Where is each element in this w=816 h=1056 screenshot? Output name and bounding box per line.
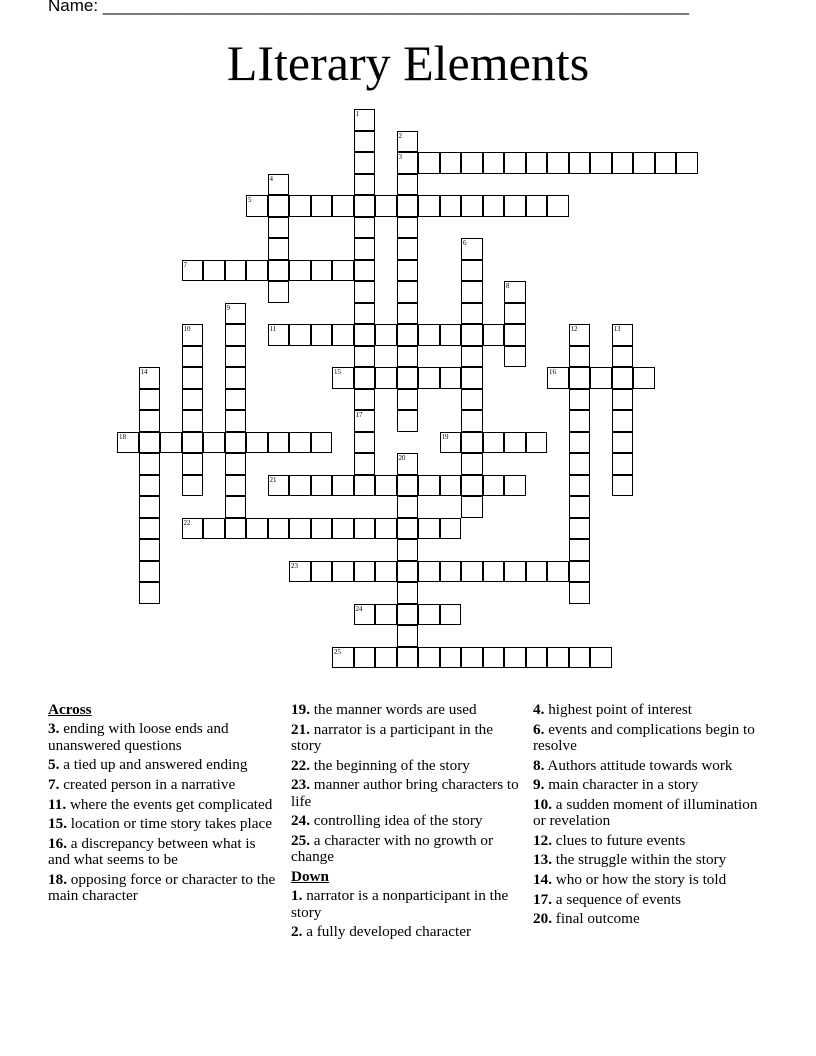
clue-column-3 — [533, 702, 765, 931]
clue-number: 16 — [549, 368, 556, 376]
grid-cell[interactable] — [461, 647, 483, 669]
clue-down-17: 17. a sequence of events — [533, 890, 682, 908]
grid-cell[interactable] — [203, 432, 225, 454]
grid-cell[interactable] — [569, 410, 591, 432]
grid-cell[interactable] — [375, 647, 397, 669]
grid-cell[interactable] — [483, 152, 505, 174]
clue-number: 3 — [398, 153, 402, 161]
grid-cell[interactable] — [418, 367, 440, 389]
clue-down-12: 12. clues to future events — [533, 831, 686, 849]
grid-cell[interactable] — [354, 324, 376, 346]
grid-cell[interactable] — [418, 195, 440, 217]
grid-cell[interactable] — [397, 131, 419, 153]
grid-cell[interactable] — [504, 346, 526, 368]
grid-cell[interactable] — [268, 195, 290, 217]
grid-cell[interactable] — [354, 389, 376, 411]
clue-down-9: 9. main character in a story — [533, 776, 699, 794]
grid-cell[interactable] — [289, 195, 311, 217]
grid-cell[interactable] — [397, 561, 419, 583]
grid-cell[interactable] — [461, 324, 483, 346]
grid-cell[interactable] — [569, 582, 591, 604]
grid-cell[interactable] — [354, 260, 376, 282]
grid-cell[interactable] — [139, 410, 161, 432]
clue-across-19: 19. the manner words are used — [291, 701, 477, 718]
grid-cell[interactable] — [375, 195, 397, 217]
grid-cell[interactable] — [461, 561, 483, 583]
grid-cell[interactable] — [397, 174, 419, 196]
clue-number: 10 — [183, 325, 191, 333]
clue-column-2 — [291, 702, 523, 944]
grid-cell[interactable] — [397, 260, 419, 282]
grid-cell[interactable] — [354, 238, 376, 260]
grid-cell[interactable] — [547, 195, 569, 217]
grid-cell[interactable] — [440, 518, 462, 540]
clue-down-10: 10. a sudden moment of illumination or revelation — [533, 795, 758, 830]
grid-cell[interactable] — [375, 604, 397, 626]
grid-cell[interactable] — [332, 367, 354, 389]
grid-cell[interactable] — [311, 195, 333, 217]
grid-cell[interactable] — [397, 324, 419, 346]
grid-cell[interactable] — [590, 647, 612, 669]
grid-cell[interactable] — [225, 303, 247, 325]
grid-cell[interactable] — [440, 561, 462, 583]
grid-cell[interactable] — [504, 324, 526, 346]
grid-cell[interactable] — [182, 367, 204, 389]
grid-cell[interactable] — [461, 281, 483, 303]
grid-cell[interactable] — [139, 432, 161, 454]
grid-cell[interactable] — [569, 475, 591, 497]
grid-cell[interactable] — [461, 303, 483, 325]
grid-cell[interactable] — [311, 475, 333, 497]
grid-cell[interactable] — [612, 324, 634, 346]
grid-cell[interactable] — [332, 561, 354, 583]
grid-cell[interactable] — [612, 410, 634, 432]
grid-cell[interactable] — [483, 432, 505, 454]
grid-cell[interactable] — [268, 475, 290, 497]
grid-cell[interactable] — [139, 453, 161, 475]
grid-cell[interactable] — [483, 324, 505, 346]
grid-cell[interactable] — [139, 496, 161, 518]
grid-cell[interactable] — [526, 432, 548, 454]
clue-number: 13 — [613, 325, 621, 333]
grid-cell[interactable] — [461, 410, 483, 432]
grid-cell[interactable] — [117, 432, 139, 454]
clue-down-4: 4. highest point of interest — [533, 701, 693, 718]
grid-cell[interactable] — [354, 475, 376, 497]
grid-cell[interactable] — [225, 453, 247, 475]
grid-cell[interactable] — [332, 518, 354, 540]
clue-number: 1 — [355, 110, 359, 118]
grid-cell[interactable] — [246, 432, 268, 454]
grid-cell[interactable] — [633, 152, 655, 174]
grid-cell[interactable] — [182, 518, 204, 540]
grid-cell[interactable] — [612, 389, 634, 411]
clue-number: 7 — [183, 260, 187, 269]
grid-cell[interactable] — [139, 518, 161, 540]
grid-cell[interactable] — [397, 518, 419, 540]
clue-across-25: 25. a character with no growth or change — [291, 831, 494, 866]
clue-down-14: 14. who or how the story is told — [533, 870, 727, 888]
grid-cell[interactable] — [504, 152, 526, 174]
grid-cell[interactable] — [569, 324, 591, 346]
clue-across-21: 21. narrator is a participant in the story — [291, 720, 494, 754]
grid-cell[interactable] — [375, 367, 397, 389]
grid-cell[interactable] — [289, 518, 311, 540]
grid-cell[interactable] — [375, 324, 397, 346]
grid-cell[interactable] — [246, 518, 268, 540]
clue-down-20: 20. final outcome — [533, 910, 640, 928]
grid-cell[interactable] — [397, 604, 419, 626]
grid-cell[interactable] — [311, 260, 333, 282]
grid-cell[interactable] — [332, 195, 354, 217]
grid-cell[interactable] — [526, 561, 548, 583]
grid-cell[interactable] — [332, 324, 354, 346]
grid-cell[interactable] — [526, 195, 548, 217]
grid-cell[interactable] — [182, 389, 204, 411]
grid-cell[interactable] — [397, 281, 419, 303]
grid-cell[interactable] — [397, 539, 419, 561]
grid-cell[interactable] — [397, 217, 419, 239]
grid-cell[interactable] — [461, 453, 483, 475]
grid-cell[interactable] — [440, 324, 462, 346]
grid-cell[interactable] — [268, 238, 290, 260]
grid-cell[interactable] — [397, 367, 419, 389]
grid-cell[interactable] — [311, 432, 333, 454]
grid-cell[interactable] — [139, 582, 161, 604]
grid-cell[interactable] — [182, 324, 204, 346]
grid-cell[interactable] — [461, 496, 483, 518]
grid-cell[interactable] — [139, 389, 161, 411]
grid-cell[interactable] — [139, 539, 161, 561]
grid-cell[interactable] — [569, 346, 591, 368]
grid-cell[interactable] — [504, 195, 526, 217]
grid-cell[interactable] — [612, 432, 634, 454]
grid-cell[interactable] — [203, 260, 225, 282]
grid-cell[interactable] — [225, 475, 247, 497]
grid-cell[interactable] — [569, 389, 591, 411]
grid-cell[interactable] — [504, 561, 526, 583]
grid-cell[interactable] — [354, 410, 376, 432]
grid-cell[interactable] — [203, 518, 225, 540]
grid-cell[interactable] — [354, 346, 376, 368]
grid-cell[interactable] — [547, 561, 569, 583]
clue-number: 2 — [398, 131, 402, 140]
clue-number: 11 — [269, 325, 277, 333]
grid-cell[interactable] — [461, 152, 483, 174]
grid-cell[interactable] — [268, 281, 290, 303]
clue-number: 21 — [269, 475, 277, 484]
grid-cell[interactable] — [289, 432, 311, 454]
grid-cell[interactable] — [397, 238, 419, 260]
clue-number: 12 — [570, 325, 578, 333]
grid-cell[interactable] — [526, 152, 548, 174]
grid-cell[interactable] — [547, 367, 569, 389]
grid-cell[interactable] — [354, 647, 376, 669]
grid-cell[interactable] — [397, 453, 419, 475]
clue-number: 6 — [463, 239, 467, 247]
grid-cell[interactable] — [569, 152, 591, 174]
grid-cell[interactable] — [547, 152, 569, 174]
grid-cell[interactable] — [225, 432, 247, 454]
grid-cell[interactable] — [461, 475, 483, 497]
grid-cell[interactable] — [461, 389, 483, 411]
grid-cell[interactable] — [569, 539, 591, 561]
grid-cell[interactable] — [246, 260, 268, 282]
grid-cell[interactable] — [418, 475, 440, 497]
grid-cell[interactable] — [332, 260, 354, 282]
grid-cell[interactable] — [440, 647, 462, 669]
grid-cell[interactable] — [311, 518, 333, 540]
grid-cell[interactable] — [655, 152, 677, 174]
clue-number: 23 — [291, 561, 298, 570]
grid-cell[interactable] — [676, 152, 698, 174]
page-title: LIterary Elements — [226, 35, 590, 91]
grid-cell[interactable] — [289, 324, 311, 346]
grid-cell[interactable] — [354, 174, 376, 196]
clue-number: 22 — [183, 518, 191, 527]
grid-cell[interactable] — [461, 195, 483, 217]
grid-cell[interactable] — [590, 152, 612, 174]
grid-cell[interactable] — [440, 195, 462, 217]
grid-cell[interactable] — [354, 303, 376, 325]
grid-cell[interactable] — [225, 346, 247, 368]
grid-cell[interactable] — [397, 496, 419, 518]
grid-cell[interactable] — [504, 281, 526, 303]
clue-across-5: 5. a tied up and answered ending — [48, 756, 248, 774]
grid-cell[interactable] — [182, 432, 204, 454]
clue-number: 24 — [355, 604, 363, 613]
grid-cell[interactable] — [612, 475, 634, 497]
grid-cell[interactable] — [225, 324, 247, 346]
grid-cell[interactable] — [225, 410, 247, 432]
grid-cell[interactable] — [504, 303, 526, 325]
grid-cell[interactable] — [354, 217, 376, 239]
grid-cell[interactable] — [182, 475, 204, 497]
clue-across-18: 18. opposing force or character to the main character — [48, 870, 276, 905]
grid-cell[interactable] — [461, 238, 483, 260]
grid-cell[interactable] — [354, 561, 376, 583]
grid-cell[interactable] — [440, 432, 462, 454]
grid-cell[interactable] — [569, 561, 591, 583]
grid-cell[interactable] — [418, 604, 440, 626]
clue-across-16: 16. a discrepancy between what is and what seems to be — [48, 834, 256, 869]
grid-cell[interactable] — [225, 260, 247, 282]
grid-cell[interactable] — [397, 475, 419, 497]
grid-cell[interactable] — [461, 367, 483, 389]
grid-cell[interactable] — [354, 432, 376, 454]
grid-cell[interactable] — [397, 389, 419, 411]
clue-down-2: 2. a fully developed character — [291, 923, 472, 941]
grid-cell[interactable] — [418, 518, 440, 540]
grid-cell[interactable] — [289, 561, 311, 583]
clue-number: 5 — [248, 196, 252, 204]
grid-cell[interactable] — [483, 195, 505, 217]
clue-across-22: 22. the beginning of the story — [291, 756, 470, 774]
clue-number: 4 — [269, 174, 273, 183]
grid-cell[interactable] — [569, 647, 591, 669]
grid-cell[interactable] — [289, 260, 311, 282]
grid-cell[interactable] — [268, 518, 290, 540]
grid-cell[interactable] — [332, 475, 354, 497]
grid-cell[interactable] — [418, 324, 440, 346]
grid-cell[interactable] — [590, 367, 612, 389]
grid-cell[interactable] — [397, 410, 419, 432]
clue-number: 18 — [119, 432, 126, 441]
grid-cell[interactable] — [354, 604, 376, 626]
grid-cell[interactable] — [182, 346, 204, 368]
grid-cell[interactable] — [268, 217, 290, 239]
grid-cell[interactable] — [504, 647, 526, 669]
clue-number: 9 — [226, 303, 230, 312]
grid-cell[interactable] — [311, 324, 333, 346]
grid-cell[interactable] — [375, 561, 397, 583]
clue-across-24: 24. controlling idea of the story — [291, 812, 483, 830]
grid-cell[interactable] — [397, 582, 419, 604]
name-line[interactable]: Name: ______________________________________________________________ — [48, 0, 689, 15]
grid-cell[interactable] — [483, 561, 505, 583]
across-heading: Across — [48, 701, 92, 718]
clue-across-15: 15. location or time story takes place — [48, 815, 272, 833]
clue-down-6: 6. events and complications begin to resolve — [533, 720, 755, 754]
grid-cell[interactable] — [397, 303, 419, 325]
grid-cell[interactable] — [397, 625, 419, 647]
grid-cell[interactable] — [418, 152, 440, 174]
grid-cell[interactable] — [311, 561, 333, 583]
grid-cell[interactable] — [440, 152, 462, 174]
grid-cell[interactable] — [268, 174, 290, 196]
grid-cell[interactable] — [612, 346, 634, 368]
clue-down-8: 8. Authors attitude towards work — [533, 756, 733, 774]
grid-cell[interactable] — [268, 260, 290, 282]
grid-cell[interactable] — [225, 367, 247, 389]
grid-cell[interactable] — [139, 367, 161, 389]
grid-cell[interactable] — [268, 432, 290, 454]
grid-cell[interactable] — [354, 367, 376, 389]
grid-cell[interactable] — [569, 496, 591, 518]
grid-cell[interactable] — [354, 131, 376, 153]
grid-cell[interactable] — [354, 152, 376, 174]
grid-cell[interactable] — [397, 647, 419, 669]
clue-column-1 — [48, 702, 280, 908]
clue-across-23: 23. manner author bring characters to life — [291, 776, 519, 810]
grid-cell[interactable] — [418, 647, 440, 669]
grid-cell[interactable] — [375, 475, 397, 497]
grid-cell[interactable] — [483, 475, 505, 497]
grid-cell[interactable] — [354, 518, 376, 540]
grid-cell[interactable] — [461, 346, 483, 368]
grid-cell[interactable] — [569, 518, 591, 540]
grid-cell[interactable] — [569, 432, 591, 454]
grid-cell[interactable] — [354, 109, 376, 131]
grid-cell[interactable] — [461, 432, 483, 454]
grid-cell[interactable] — [354, 195, 376, 217]
clue-across-7: 7. created person in a narrative — [48, 776, 236, 793]
grid-cell[interactable] — [569, 453, 591, 475]
grid-cell[interactable] — [268, 324, 290, 346]
grid-cell[interactable] — [225, 389, 247, 411]
grid-cell[interactable] — [139, 475, 161, 497]
grid-cell[interactable] — [182, 260, 204, 282]
grid-cell[interactable] — [504, 475, 526, 497]
clue-number: 20 — [398, 454, 406, 462]
clue-across-3: 3. ending with loose ends and unanswered questions — [48, 720, 229, 754]
grid-cell[interactable] — [440, 367, 462, 389]
clue-down-13: 13. the struggle within the story — [533, 851, 727, 869]
grid-cell[interactable] — [440, 604, 462, 626]
grid-cell[interactable] — [461, 260, 483, 282]
clue-number: 14 — [140, 368, 148, 376]
grid-cell[interactable] — [225, 518, 247, 540]
clue-number: 15 — [334, 368, 341, 376]
clue-number: 19 — [441, 432, 449, 441]
grid-cell[interactable] — [569, 367, 591, 389]
grid-cell[interactable] — [354, 281, 376, 303]
grid-cell[interactable] — [289, 475, 311, 497]
clue-down-1: 1. narrator is a nonparticipant in the story — [291, 887, 509, 921]
clue-across-11: 11. where the events get complicated — [48, 795, 273, 813]
grid-cell[interactable] — [225, 496, 247, 518]
grid-cell[interactable] — [483, 647, 505, 669]
grid-cell[interactable] — [633, 367, 655, 389]
grid-cell[interactable] — [504, 432, 526, 454]
grid-cell[interactable] — [526, 647, 548, 669]
clue-number: 8 — [506, 282, 510, 290]
clue-number: 25 — [334, 647, 341, 656]
grid-cell[interactable] — [182, 453, 204, 475]
grid-cell[interactable] — [612, 152, 634, 174]
grid-cell[interactable] — [440, 475, 462, 497]
down-heading: Down — [291, 867, 329, 885]
grid-cell[interactable] — [612, 453, 634, 475]
grid-cell[interactable] — [332, 647, 354, 669]
grid-cell[interactable] — [612, 367, 634, 389]
grid-cell[interactable] — [397, 346, 419, 368]
grid-cell[interactable] — [397, 152, 419, 174]
grid-cell[interactable] — [354, 453, 376, 475]
clue-number: 17 — [355, 411, 363, 419]
grid-cell[interactable] — [547, 647, 569, 669]
grid-cell[interactable] — [182, 410, 204, 432]
grid-cell[interactable] — [397, 195, 419, 217]
grid-cell[interactable] — [139, 561, 161, 583]
grid-cell[interactable] — [375, 518, 397, 540]
grid-cell[interactable] — [246, 195, 268, 217]
grid-cell[interactable] — [160, 432, 182, 454]
grid-cell[interactable] — [418, 561, 440, 583]
